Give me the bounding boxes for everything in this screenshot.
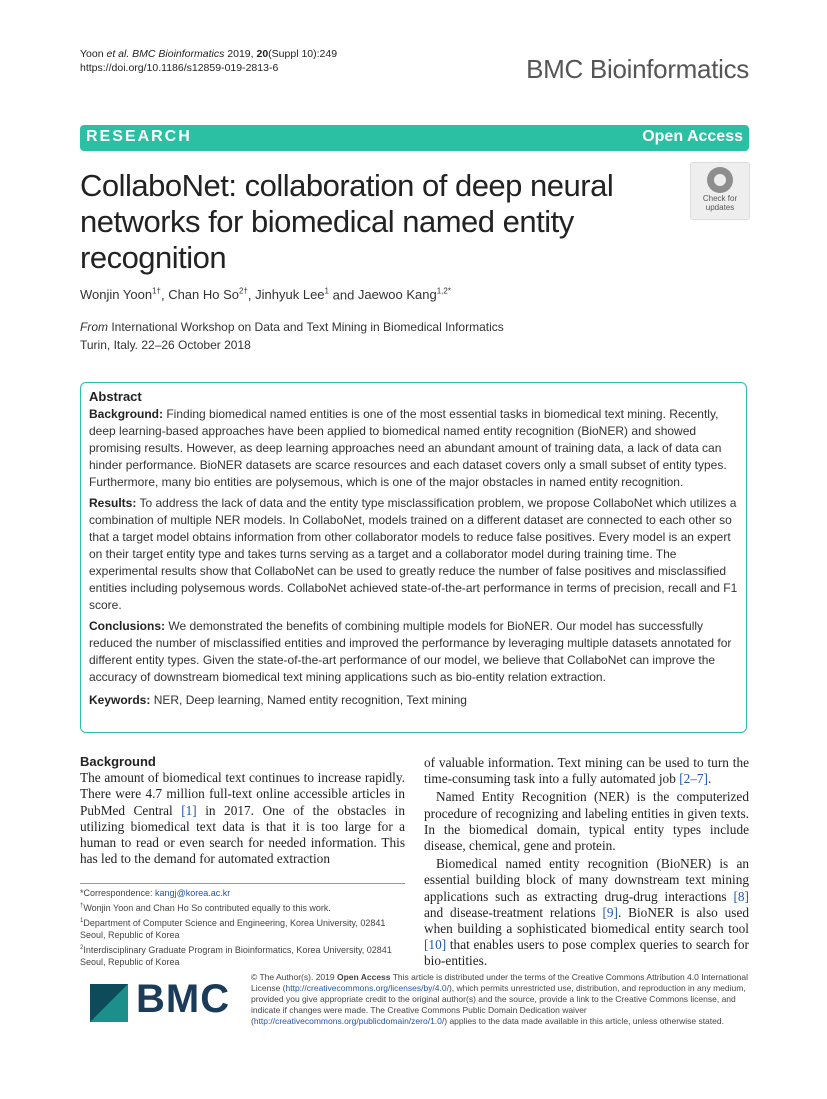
body-paragraph: Biomedical named entity recognition (BioNER) is an essential building block of many downstream text mining applications such as extracting drug-drug interactions [8] and disease-treatment relations [9]. BioNER is also used when building a sophisticated biomedical entity search tool [10] that enables users to pose complex queries to search for bio-entities. <box>424 856 749 969</box>
author[interactable]: Jaewoo Kang$^{1,2*}$ <box>357 287 451 303</box>
correspondence: *Correspondence: kangj@korea.ac.kr <box>80 888 231 898</box>
open-access-label: Open Access <box>642 128 743 145</box>
affiliation: $^1$Department of Computer Science and Engineering, Korea University, 02841 Seoul, Republic of Korea <box>80 918 386 940</box>
citation-link[interactable]: [10] <box>424 937 447 953</box>
article-type-label: RESEARCH <box>86 128 192 145</box>
citation-link[interactable]: [2–7] <box>679 771 708 787</box>
citation-link[interactable]: [8] <box>733 888 749 904</box>
citation-line: Yoon et al. BMC Bioinformatics 2019, 20(Suppl 10):249 <box>80 48 338 60</box>
bmc-logo-mark-icon <box>90 984 128 1022</box>
email-link[interactable]: kangj@korea.ac.kr <box>155 888 231 898</box>
author-list: Wonjin Yoon$^{1\dagger}$, Chan Ho $So^{2\dagger}$, Jinhyuk Lee$^1$ and Jaewoo Kang$^{1,2*}$ <box>80 287 451 303</box>
body-paragraph: Named Entity Recognition (NER) is the computerized procedure of recognizing and labeling entities in given texts. In the biomedical domain, typical entity types include disease, chemical, gene and protein. <box>424 789 749 854</box>
conference-info: From International Workshop on Data and Text Mining in Biomedical Informatics Turin, Italy. 22–26 October 2018 <box>80 320 504 352</box>
bmc-logo-text: BMC <box>136 977 231 1021</box>
equal-contribution-note: †Wonjin Yoon and Chan Ho So contributed equally to this work. <box>80 903 331 913</box>
section-heading: Background <box>80 754 156 769</box>
citation-header <box>80 47 337 75</box>
public-domain-link[interactable]: http://creativecommons.org/publicdomain/zero/1.0/ <box>253 1016 445 1026</box>
author[interactable]: Jinhyuk Lee$^1$ <box>255 287 329 303</box>
article-title: CollaboNet: collaboration of deep neural networks for biomedical named entity recognition <box>80 168 614 275</box>
body-column-right <box>424 755 749 970</box>
abstract-conclusions: Conclusions: We demonstrated the benefits of combining multiple models for BioNER. Our model has successfully reduced the number of misclassified entities and improved the performance by leveraging multiple datasets annotated for different entity types. Given the state-of-the-art performance of our model, we believe that CollaboNet can improve the accuracy of downstream biomedical text mining applications such as bio-entity relation extraction. <box>89 619 732 684</box>
body-paragraph: of valuable information. Text mining can be used to turn the time-consuming task into a fully automated job [2–7]. <box>424 755 749 787</box>
journal-brand[interactable]: BMC Bioinformatics <box>526 54 749 84</box>
body-column-left <box>80 754 405 867</box>
doi-link[interactable]: https://doi.org/10.1186/s12859-019-2813-6 <box>80 62 279 74</box>
article-type-banner <box>80 125 749 151</box>
affiliation: $^2$Interdisciplinary Graduate Program in Bioinformatics, Korea University, 02841 Seoul, Republic of Korea <box>80 945 392 967</box>
bmc-logo[interactable] <box>90 979 240 1027</box>
author[interactable]: Chan Ho $So^{2\dagger}$ <box>168 287 248 303</box>
author[interactable]: Wonjin Yoon$^{1\dagger}$ <box>80 287 161 303</box>
footnotes <box>80 883 405 969</box>
abstract-heading: Abstract <box>89 389 142 404</box>
abstract-results: Results: To address the lack of data and the entity type misclassification problem, we propose CollaboNet which utilizes a combination of multiple NER models. In CollaboNet, models trained on a different dataset are connected to each other so that a target model obtains information from other collaborator models to reduce false positives. Every model is an expert on their target entity type and takes turns serving as a target and a collaborator model during training time. The experimental results show that CollaboNet can be used to greatly reduce the number of false positives and misclassified entities including polysemous words. CollaboNet achieved state-of-the-art performance in terms of precision, recall and F1 score. <box>89 496 738 612</box>
check-updates-icon <box>707 167 733 193</box>
abstract-box <box>80 382 747 733</box>
abstract-background: Background: Finding biomedical named entities is one of the most essential tasks in biomedical text mining. Recently, deep learning-based approaches have been applied to biomedical named entity recognition (BioNER) and showed promising results. However, as deep learning approaches need an abundant amount of training data, a lack of data can hinder performance. BioNER datasets are scarce resources and each dataset covers only a small subset of entity types. Furthermore, many bio entities are polysemous, which is one of the major obstacles in named entity recognition. <box>89 407 727 489</box>
citation-link[interactable]: [1] <box>181 802 197 818</box>
body-paragraph: The amount of biomedical text continues to increase rapidly. There were 4.7 million full-text online accessible articles in PubMed Central [1] in 2017. One of the obstacles in utilizing biomedical text data is that it is too large for a human to read or even search for needed information. This has led to the demand for automated extraction <box>80 770 405 867</box>
license-notice: © The Author(s). 2019 Open Access This article is distributed under the terms of the Creative Commons Attribution 4.0 International License (http://creativecommons.org/licenses/by/4.0/), which permits unrestricted use, distribution, and reproduction in any medium, provided you give appropriate credit to the original author(s) and the source, provide a link to the Creative Commons license, and indicate if changes were made. The Creative Commons Public Domain Dedication waiver (http://creativecommons.org/publicdomain/zero/1.0/) applies to the data made available in this article, unless otherwise stated. <box>251 972 749 1026</box>
abstract-keywords: Keywords: NER, Deep learning, Named entity recognition, Text mining <box>89 693 467 707</box>
citation-link[interactable]: [9] <box>602 904 618 920</box>
check-for-updates-badge[interactable]: Check for updates <box>690 162 750 220</box>
license-link[interactable]: http://creativecommons.org/licenses/by/4.0/ <box>285 983 449 993</box>
